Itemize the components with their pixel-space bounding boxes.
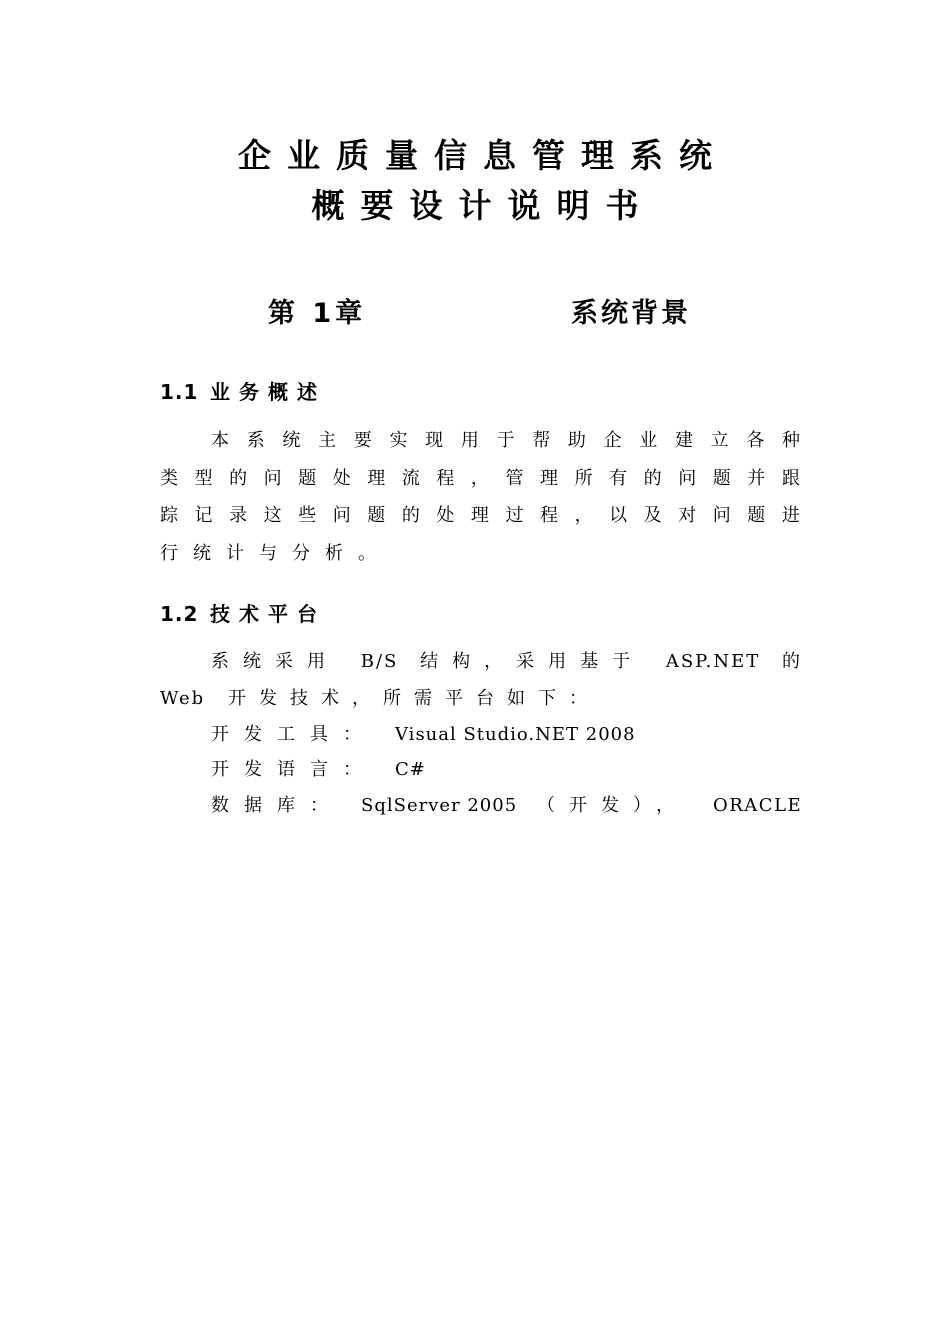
item-extra: ORACLE [713,795,803,816]
platform-intro-web: Web [160,688,206,709]
section-title: 技术平台 [210,602,326,626]
text-segment: B/S [360,651,399,672]
platform-intro-rest: 开发技术，所需平台如下： [228,688,600,709]
document-title-line2: 概要设计说明书 [311,186,655,225]
document-title-line1: 企业质量信息管理系统 [238,136,728,175]
section-heading-1-2 [160,600,326,628]
item-value: Visual Studio.NET 2008 [395,724,636,745]
item-label: 数据库： [211,795,343,816]
text-segment: 的 [781,651,800,672]
item-label: 开发工具： [211,724,376,745]
text-segment: 系统采用 [211,651,339,672]
chapter-title: 系统背景 [571,298,691,329]
paragraph-line: 行统计与分析。 [160,543,391,564]
item-label: 开发语言： [211,759,376,780]
text-segment: 结构，采用基于 [420,651,645,672]
item-value: C# [395,759,426,780]
item-value: SqlServer 2005 [361,795,518,816]
section-heading-1-1 [160,378,326,406]
item-note: （开发）， [537,795,688,816]
section-number: 1.2 [160,602,199,626]
platform-intro-line1 [211,649,800,675]
text-segment: ASP.NET [665,651,761,672]
paragraph-line: 类 型 的 问 题 处 理 流 程 ， 管 理 所 有 的 问 题 并 跟 [160,468,800,489]
paragraph-line: 本 系 统 主 要 实 现 用 于 帮 助 企 业 建 立 各 种 [211,430,800,451]
paragraph-line: 踪 记 录 这 些 问 题 的 处 理 过 程 ， 以 及 对 问 题 进 [160,505,800,526]
section-number: 1.1 [160,380,199,404]
section-title: 业务概述 [210,380,326,404]
chapter-number: 第 1章 [268,298,367,329]
